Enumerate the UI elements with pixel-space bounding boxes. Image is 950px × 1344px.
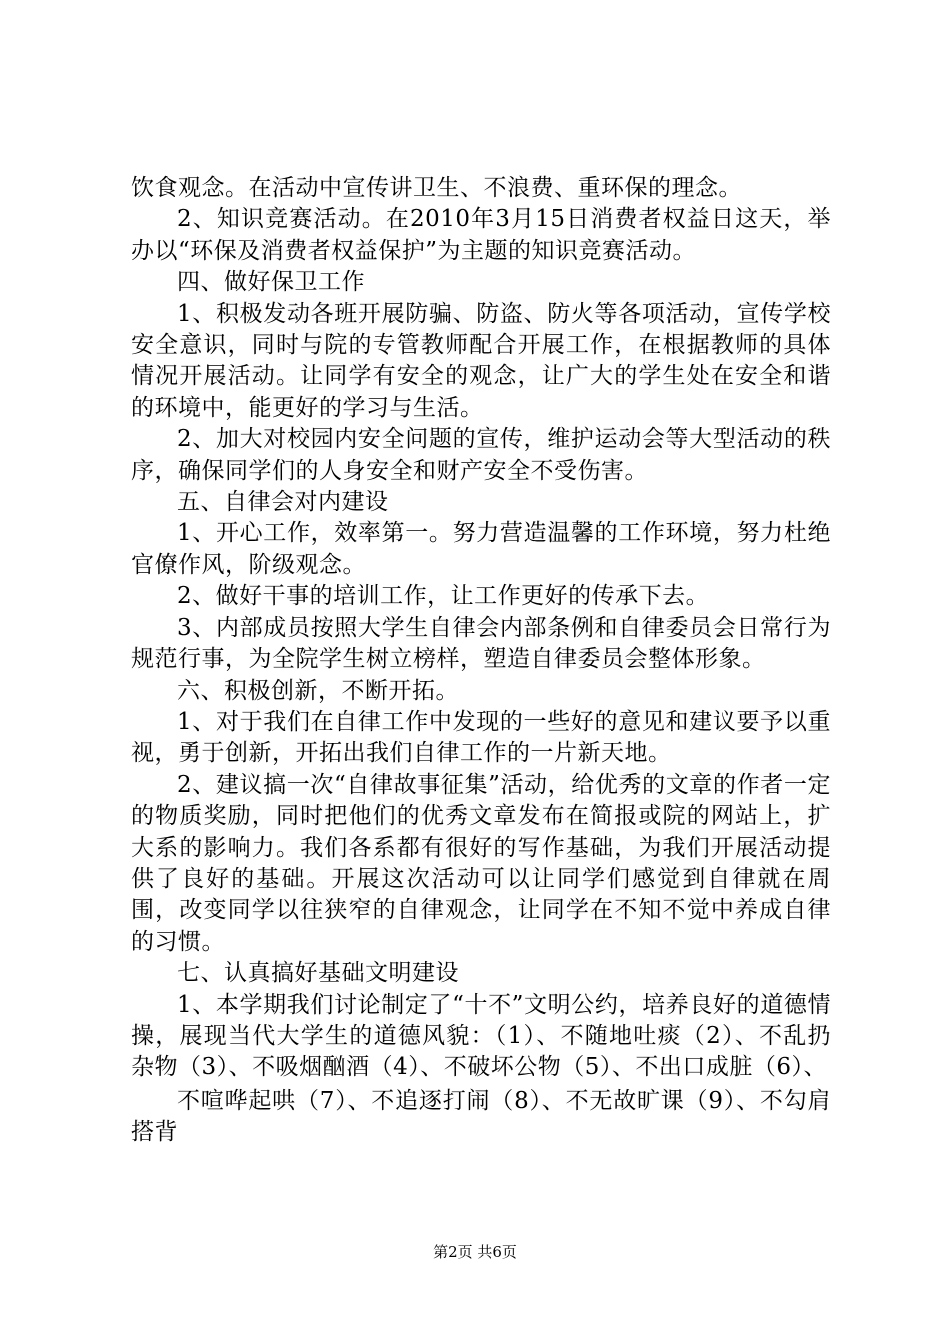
paragraph-innovation-2: 2、建议搞一次“自律故事征集”活动，给优秀的文章的作者一定的物质奖励，同时把他们的优秀文章发布在简报或院的网站上，扩大系的影响力。我们各系都有很好的写作基础，为我们开展活动提供了良好的基础。开展这次活动可以让同学们感觉到自律就在周围，改变同学以往狭窄的自律观念，让同学在不知不觉中养成自律的习惯。 (131, 771, 831, 955)
page-number-footer: 第2页 共6页 (433, 1243, 517, 1261)
paragraph-continuation: 饮食观念。在活动中宣传讲卫生、不浪费、重环保的理念。 (131, 175, 742, 201)
paragraph-security-2: 2、加大对校园内安全问题的宣传，维护运动会等大型活动的秩序，确保同学们的人身安全和财产安全不受伤害。 (131, 426, 831, 484)
paragraph-internal-3: 3、内部成员按照大学生自律会内部条例和自律委员会日常行为规范行事，为全院学生树立榜样，塑造自律委员会整体形象。 (131, 614, 831, 673)
section-heading-civility: 七、认真搞好基础文明建设 (177, 960, 459, 987)
paragraph-civility-2: 不喧哗起哄（7）、不追逐打闹（8）、不无故旷课（9）、不勾肩搭背 (131, 1087, 831, 1146)
paragraph-knowledge-contest: 2、知识竞赛活动。在2010年3月15日消费者权益日这天，举办以“环保及消费者权益保护”为主题的知识竞赛活动。 (131, 206, 831, 264)
paragraph-internal-1: 1、开心工作，效率第一。努力营造温馨的工作环境，努力杜绝官僚作风，阶级观念。 (131, 520, 831, 578)
paragraph-internal-2: 2、做好干事的培训工作，让工作更好的传承下去。 (177, 583, 710, 610)
section-heading-innovation: 六、积极创新，不断开拓。 (177, 677, 459, 704)
paragraph-innovation-1: 1、对于我们在自律工作中发现的一些好的意见和建议要予以重视，勇于创新，开拓出我们自律工作的一片新天地。 (131, 708, 831, 767)
paragraph-security-1: 1、积极发动各班开展防骗、防盗、防火等各项活动，宣传学校安全意识，同时与院的专管教师配合开展工作，在根据教师的具体情况开展活动。让同学有安全的观念，让广大的学生处在安全和谐的环境中，能更好的学习与生活。 (131, 300, 831, 421)
section-heading-internal: 五、自律会对内建设 (177, 489, 389, 516)
paragraph-civility-1: 1、本学期我们讨论制定了“十不”文明公约，培养良好的道德情操，展现当代大学生的道德风貌：（1）、不随地吐痰（2）、不乱扔杂物（3）、不吸烟酗酒（4）、不破坏公物（5）、不出口成脏（6）、 (131, 991, 831, 1081)
document-body (131, 173, 831, 1149)
section-heading-security: 四、做好保卫工作 (177, 269, 365, 296)
